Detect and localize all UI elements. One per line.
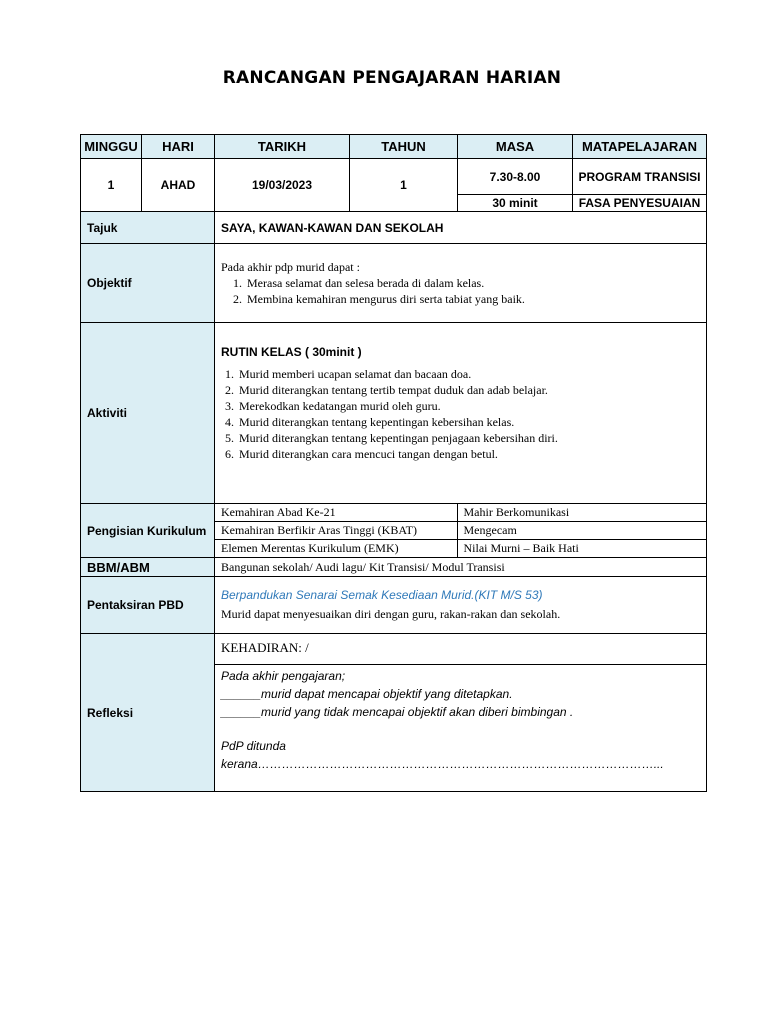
hari-value: AHAD bbox=[142, 159, 215, 212]
kurikulum-item: Elemen Merentas Kurikulum (EMK) bbox=[215, 540, 457, 558]
refleksi-line: Pada akhir pengajaran; bbox=[221, 669, 346, 683]
list-item: 1. Merasa selamat dan selesa berada di dalam kelas. bbox=[245, 275, 700, 291]
kurikulum-label: Pengisian Kurikulum bbox=[81, 504, 215, 558]
masa-value: 7.30-8.00 bbox=[458, 159, 573, 195]
list-item: 4. Murid diterangkan tentang kepentingan kebersihan kelas. bbox=[237, 414, 700, 430]
refleksi-row bbox=[81, 634, 707, 792]
fasa-value: FASA PENYESUAIAN bbox=[573, 195, 707, 212]
list-item: 3. Merekodkan kedatangan murid oleh guru. bbox=[237, 398, 700, 414]
bbm-label: BBM/ABM bbox=[81, 558, 215, 577]
col-header-masa: MASA bbox=[458, 135, 573, 159]
lesson-plan-table bbox=[80, 134, 707, 792]
pbd-row bbox=[81, 577, 707, 634]
pbd-label: Pentaksiran PBD bbox=[81, 577, 215, 634]
refleksi-kerana: kerana………………………………………………………………………………………... bbox=[221, 757, 664, 771]
refleksi-line: ______murid yang tidak mencapai objektif akan diberi bimbingan . bbox=[221, 705, 574, 719]
refleksi-ditunda: PdP ditunda bbox=[221, 739, 286, 753]
col-header-tahun: TAHUN bbox=[350, 135, 458, 159]
tahun-value: 1 bbox=[350, 159, 458, 212]
pbd-text: Murid dapat menyesuaikan diri dengan guru, rakan-rakan dan sekolah. bbox=[221, 607, 561, 621]
kurikulum-value: Mahir Berkomunikasi bbox=[457, 504, 706, 522]
kurikulum-value: Mengecam bbox=[457, 522, 706, 540]
kurikulum-content bbox=[215, 504, 707, 558]
pbd-content bbox=[215, 577, 707, 634]
objektif-content bbox=[215, 244, 707, 323]
list-item: 5. Murid diterangkan tentang kepentingan penjagaan kebersihan diri. bbox=[237, 430, 700, 446]
list-item: 6. Murid diterangkan cara mencuci tangan dengan betul. bbox=[237, 446, 700, 462]
pbd-guide: Berpandukan Senarai Semak Kesediaan Murid.(KIT M/S 53) bbox=[221, 588, 543, 602]
tajuk-label: Tajuk bbox=[81, 212, 215, 244]
durasi-value: 30 minit bbox=[458, 195, 573, 212]
bbm-row bbox=[81, 558, 707, 577]
kurikulum-row bbox=[81, 504, 707, 558]
bbm-value: Bangunan sekolah/ Audi lagu/ Kit Transisi/ Modul Transisi bbox=[215, 558, 707, 577]
list-item: 1. Murid memberi ucapan selamat dan bacaan doa. bbox=[237, 366, 700, 382]
kurikulum-item: Kemahiran Berfikir Aras Tinggi (KBAT) bbox=[215, 522, 457, 540]
minggu-value: 1 bbox=[81, 159, 142, 212]
refleksi-content bbox=[215, 634, 707, 792]
tajuk-value: SAYA, KAWAN-KAWAN DAN SEKOLAH bbox=[215, 212, 707, 244]
aktiviti-list bbox=[221, 366, 700, 462]
list-item: 2. Membina kemahiran mengurus diri serta tabiat yang baik. bbox=[245, 291, 700, 307]
aktiviti-label: Aktiviti bbox=[81, 323, 215, 504]
aktiviti-row bbox=[81, 323, 707, 504]
table-row bbox=[215, 540, 706, 558]
kurikulum-subtable bbox=[215, 504, 706, 557]
kehadiran-field: KEHADIRAN: / bbox=[215, 634, 706, 665]
objektif-list bbox=[221, 275, 700, 307]
table-row bbox=[215, 522, 706, 540]
kurikulum-item: Kemahiran Abad Ke-21 bbox=[215, 504, 457, 522]
list-item: 2. Murid diterangkan tentang tertib tempat duduk dan adab belajar. bbox=[237, 382, 700, 398]
aktiviti-content bbox=[215, 323, 707, 504]
col-header-hari: HARI bbox=[142, 135, 215, 159]
header-row bbox=[81, 135, 707, 159]
refleksi-label: Refleksi bbox=[81, 634, 215, 792]
tajuk-row bbox=[81, 212, 707, 244]
info-row bbox=[81, 159, 707, 195]
objektif-row bbox=[81, 244, 707, 323]
col-header-matapelajaran: MATAPELAJARAN bbox=[573, 135, 707, 159]
objektif-intro: Pada akhir pdp murid dapat : bbox=[221, 260, 360, 274]
kurikulum-value: Nilai Murni – Baik Hati bbox=[463, 541, 579, 555]
program-value: PROGRAM TRANSISI bbox=[573, 159, 707, 195]
tarikh-value: 19/03/2023 bbox=[215, 159, 350, 212]
aktiviti-heading: RUTIN KELAS ( 30minit ) bbox=[221, 345, 362, 359]
col-header-tarikh: TARIKH bbox=[215, 135, 350, 159]
page-title: RANCANGAN PENGAJARAN HARIAN bbox=[222, 68, 562, 88]
objektif-label: Objektif bbox=[81, 244, 215, 323]
col-header-minggu: MINGGU bbox=[81, 135, 142, 159]
table-row bbox=[215, 504, 706, 522]
refleksi-line: ______murid dapat mencapai objektif yang ditetapkan. bbox=[221, 687, 513, 701]
